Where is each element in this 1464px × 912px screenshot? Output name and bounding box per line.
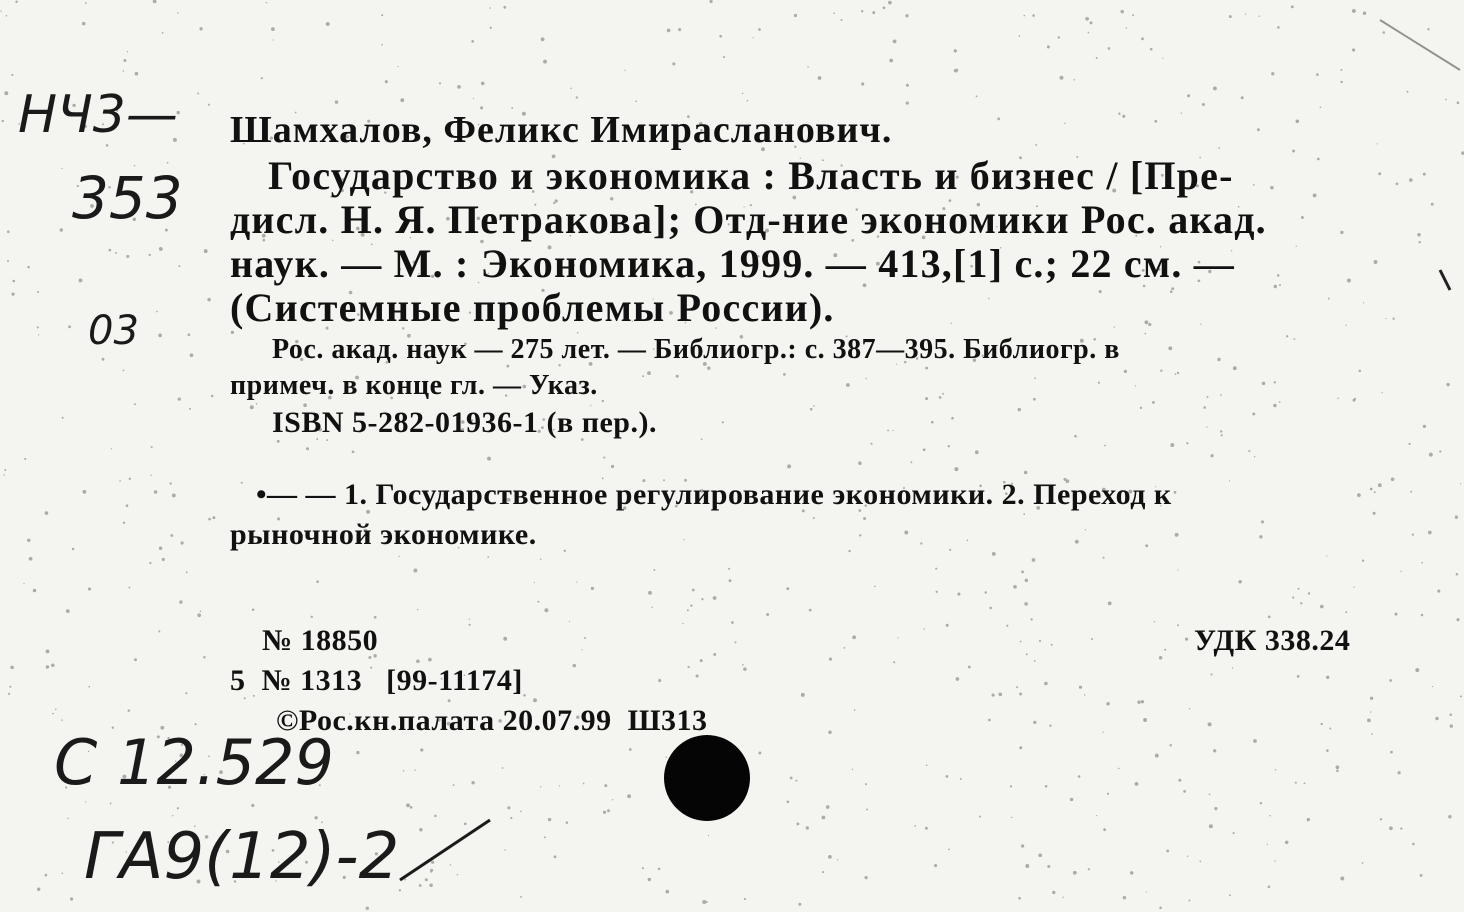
handwritten-mark-text: 03 bbox=[88, 308, 139, 354]
title-line-3: наук. — М. : Экономика, 1999. — 413,[1] с.; 22 см. — bbox=[230, 241, 1235, 286]
subjects-line-1: •— — 1. Государственное регулирование экономики. 2. Переход к bbox=[256, 478, 1172, 511]
handwritten-shelf-code-2-text: ГА9(12)-2 bbox=[84, 820, 400, 894]
record-number-2: 5 № 1313 [99-11174] bbox=[230, 664, 523, 697]
title-line-4: (Системные проблемы России). bbox=[230, 285, 835, 330]
udk-code: УДК 338.24 bbox=[1194, 624, 1351, 657]
handwritten-shelf-code-1-text: С 12.529 bbox=[54, 726, 334, 799]
handwritten-shelf-code-2 bbox=[80, 800, 500, 910]
punch-hole bbox=[664, 735, 750, 821]
title-line-1: Государство и экономика : Власть и бизнес / [Пре- bbox=[268, 153, 1234, 198]
isbn: ISBN 5-282-01936-1 (в пер.). bbox=[272, 406, 657, 439]
title-line-2: дисл. Н. Я. Петракова]; Отд-ние экономики Рос. акад. bbox=[230, 197, 1267, 242]
handwritten-call-number bbox=[14, 80, 214, 240]
notes-line-2: примеч. в конце гл. — Указ. bbox=[230, 370, 598, 401]
notes-line-1: Рос. акад. наук — 275 лет. — Библиогр.: с. 387—395. Библиогр. в bbox=[272, 334, 1120, 365]
handwritten-mark bbox=[84, 296, 174, 366]
subjects-line-2: рыночной экономике. bbox=[230, 518, 537, 551]
handwritten-call-number-line1: НЧ3— bbox=[18, 85, 178, 145]
book-chamber-stamp: ©Рос.кн.палата 20.07.99 Ш313 bbox=[276, 704, 708, 737]
record-number: № 18850 bbox=[262, 624, 379, 657]
handwritten-call-number-line2: 353 bbox=[72, 164, 183, 232]
author-heading: Шамхалов, Феликс Имирасланович. bbox=[230, 109, 893, 151]
